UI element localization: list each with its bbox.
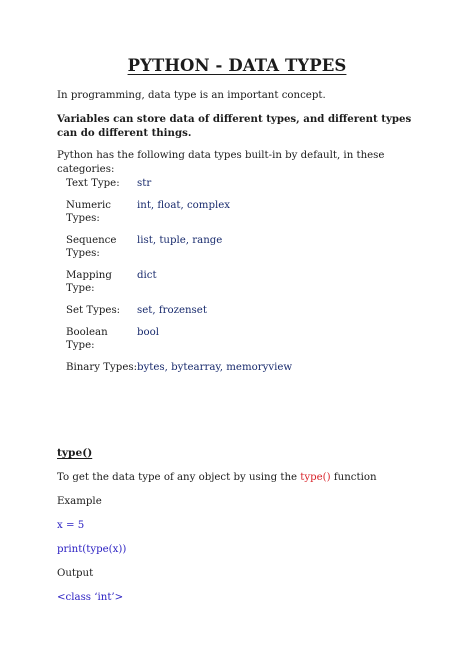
example-label: Example (57, 496, 102, 507)
type-label (66, 304, 137, 326)
type-label-line1: Sequence (66, 235, 117, 246)
type-value: dict (137, 270, 157, 281)
type-label-line1: Mapping (66, 270, 112, 281)
type-label-line2: Types: (66, 213, 100, 224)
type-label (66, 269, 137, 304)
type-value: bytes, bytearray, memoryview (137, 362, 293, 373)
intro-paragraph: In programming, data type is an important concept. (57, 90, 326, 101)
type-label (66, 177, 137, 199)
description-text-end: function (330, 472, 377, 483)
bold-statement: Variables can store data of different types, and different types can do different things. (57, 113, 412, 139)
type-label (66, 361, 137, 383)
page-title: PYTHON - DATA TYPES (127, 56, 347, 75)
function-name: type() (300, 472, 331, 483)
type-row-set (66, 304, 292, 326)
type-label-line1: Set Types: (66, 305, 121, 316)
type-label-line1: Text Type: (66, 178, 120, 189)
type-row-mapping (66, 269, 292, 304)
type-label (66, 234, 137, 269)
type-label-line2: Types: (66, 248, 100, 259)
type-label-line2: Type: (66, 340, 95, 351)
type-label-line1: Numeric (66, 200, 111, 211)
data-types-table (66, 177, 366, 383)
type-label-line1: Boolean (66, 327, 108, 338)
type-label-line1: Binary Types: (66, 362, 138, 373)
description-text: To get the data type of any object by using the (57, 472, 301, 483)
type-row-sequence (66, 234, 292, 269)
section-description (57, 471, 377, 485)
type-label-line2: Type: (66, 283, 95, 294)
categories-intro: Python has the following data types built-in by default, in these categories: (57, 150, 385, 175)
type-value: bool (137, 327, 160, 338)
type-row-text (66, 177, 292, 199)
code-line: print(type(x)) (57, 544, 127, 555)
type-value: set, frozenset (137, 305, 207, 316)
code-line: x = 5 (57, 520, 85, 531)
type-row-boolean (66, 326, 292, 361)
type-row-binary (66, 361, 292, 383)
type-row-numeric (66, 199, 292, 234)
type-value: int, float, complex (137, 200, 231, 211)
section-heading: type() (57, 447, 93, 459)
output-value: <class ‘int’> (57, 592, 124, 603)
type-value: str (137, 178, 152, 189)
output-label: Output (57, 568, 94, 579)
type-label (66, 199, 137, 234)
type-label (66, 326, 137, 361)
type-value: list, tuple, range (137, 235, 223, 246)
